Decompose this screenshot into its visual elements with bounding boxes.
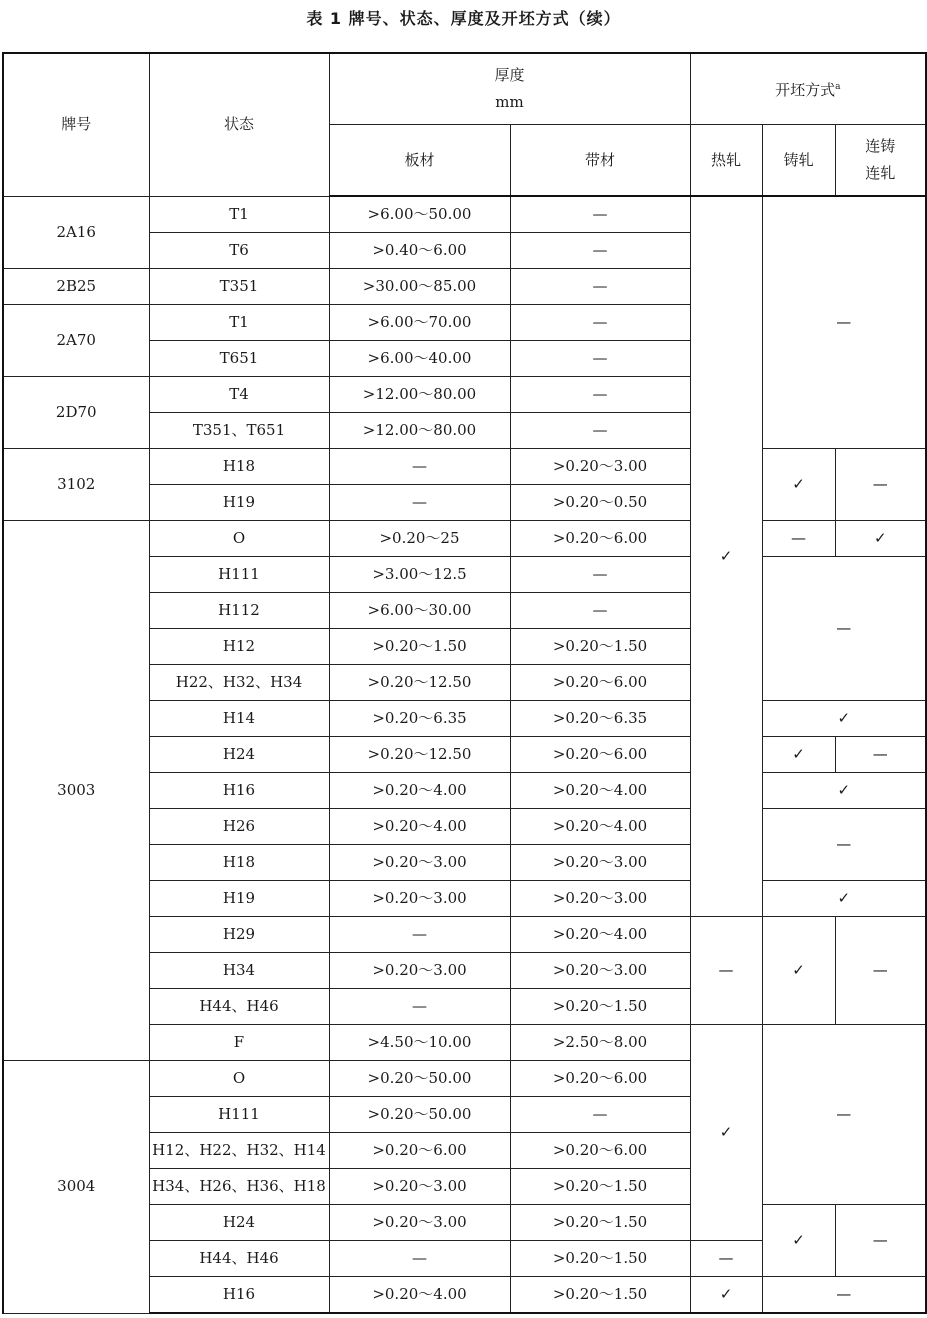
- strip-cell: —: [510, 593, 690, 629]
- grade-cell: 2D70: [3, 377, 149, 449]
- strip-cell: >0.20～4.00: [510, 917, 690, 953]
- temper-cell: T651: [149, 341, 329, 377]
- table-row: [3, 196, 926, 233]
- temper-cell: H24: [149, 737, 329, 773]
- temper-cell: T351、T651: [149, 413, 329, 449]
- strip-cell: —: [510, 341, 690, 377]
- strip-cell: —: [510, 196, 690, 233]
- temper-cell: H18: [149, 845, 329, 881]
- plate-cell: >0.20～3.00: [329, 953, 510, 989]
- temper-cell: H14: [149, 701, 329, 737]
- strip-cell: >0.20～1.50: [510, 629, 690, 665]
- temper-cell: H12: [149, 629, 329, 665]
- strip-cell: >2.50～8.00: [510, 1025, 690, 1061]
- hot-rolled-check: ✓: [690, 196, 762, 917]
- cast-rolled-dash: —: [762, 521, 835, 557]
- temper-cell: H18: [149, 449, 329, 485]
- continuous-check: ✓: [835, 521, 926, 557]
- hot-rolled-dash: —: [690, 917, 762, 1025]
- cast-continuous-dash: —: [762, 557, 926, 701]
- cast-continuous-check: ✓: [762, 773, 926, 809]
- temper-cell: H19: [149, 485, 329, 521]
- temper-cell: H16: [149, 1277, 329, 1314]
- strip-cell: >0.20～1.50: [510, 1205, 690, 1241]
- temper-cell: H44、H46: [149, 1241, 329, 1277]
- cast-continuous-check: ✓: [762, 881, 926, 917]
- strip-cell: >0.20～3.00: [510, 881, 690, 917]
- grade-cell: 3102: [3, 449, 149, 521]
- temper-cell: T4: [149, 377, 329, 413]
- strip-cell: >0.20～6.00: [510, 1133, 690, 1169]
- header-hot-rolled: 热轧: [690, 125, 762, 197]
- temper-cell: H111: [149, 557, 329, 593]
- hot-rolled-check: ✓: [690, 1277, 762, 1314]
- header-strip: 带材: [510, 125, 690, 197]
- cast-continuous-check: ✓: [762, 701, 926, 737]
- grade-cell: 3004: [3, 1061, 149, 1314]
- strip-cell: >0.20～1.50: [510, 989, 690, 1025]
- strip-cell: >0.20～4.00: [510, 773, 690, 809]
- cast-continuous-dash: —: [762, 196, 926, 449]
- cast-rolled-check: ✓: [762, 449, 835, 521]
- header-grade: 牌号: [3, 53, 149, 196]
- grade-temper-thickness-table: [2, 52, 927, 1314]
- strip-cell: >0.20～1.50: [510, 1169, 690, 1205]
- header-thickness-label: 厚度: [494, 66, 525, 84]
- header-method-footnote: a: [835, 82, 841, 92]
- plate-cell: —: [329, 449, 510, 485]
- plate-cell: —: [329, 917, 510, 953]
- header-method-label: 开坯方式: [775, 81, 836, 99]
- strip-cell: >0.20～0.50: [510, 485, 690, 521]
- cast-continuous-dash: —: [762, 809, 926, 881]
- table-row: [3, 521, 926, 557]
- temper-cell: H34、H26、H36、H18: [149, 1169, 329, 1205]
- strip-cell: —: [510, 557, 690, 593]
- cast-continuous-dash: —: [762, 1025, 926, 1205]
- header-temper: 状态: [149, 53, 329, 196]
- plate-cell: >0.20～3.00: [329, 845, 510, 881]
- header-thickness-unit: mm: [495, 93, 524, 111]
- cast-rolled-check: ✓: [762, 1205, 835, 1277]
- strip-cell: >0.20～1.50: [510, 1241, 690, 1277]
- plate-cell: >0.20～50.00: [329, 1061, 510, 1097]
- plate-cell: >0.20～12.50: [329, 737, 510, 773]
- temper-cell: H24: [149, 1205, 329, 1241]
- plate-cell: >0.20～50.00: [329, 1097, 510, 1133]
- strip-cell: —: [510, 413, 690, 449]
- plate-cell: >0.20～4.00: [329, 773, 510, 809]
- header-plate: 板材: [329, 125, 510, 197]
- hot-rolled-check: ✓: [690, 1025, 762, 1241]
- temper-cell: H19: [149, 881, 329, 917]
- cast-rolled-check: ✓: [762, 737, 835, 773]
- plate-cell: >0.20～25: [329, 521, 510, 557]
- plate-cell: >6.00～70.00: [329, 305, 510, 341]
- grade-cell: 2A16: [3, 196, 149, 269]
- header-continuous-line1: 连铸: [865, 137, 896, 155]
- header-continuous-line2: 连轧: [865, 164, 896, 182]
- continuous-dash: —: [835, 449, 926, 521]
- table-row: [3, 449, 926, 485]
- temper-cell: T1: [149, 305, 329, 341]
- grade-cell: 3003: [3, 521, 149, 1061]
- plate-cell: >0.20～6.00: [329, 1133, 510, 1169]
- header-thickness: [329, 53, 690, 125]
- strip-cell: >0.20～6.35: [510, 701, 690, 737]
- strip-cell: >0.20～6.00: [510, 665, 690, 701]
- grade-cell: 2A70: [3, 305, 149, 377]
- strip-cell: >0.20～6.00: [510, 737, 690, 773]
- continuous-dash: —: [835, 917, 926, 1025]
- strip-cell: >0.20～6.00: [510, 521, 690, 557]
- continuous-dash: —: [835, 1205, 926, 1277]
- temper-cell: T6: [149, 233, 329, 269]
- plate-cell: >6.00～40.00: [329, 341, 510, 377]
- temper-cell: H22、H32、H34: [149, 665, 329, 701]
- strip-cell: —: [510, 269, 690, 305]
- plate-cell: >0.20～3.00: [329, 1169, 510, 1205]
- header-cast-rolled: 铸轧: [762, 125, 835, 197]
- plate-cell: >0.20～3.00: [329, 881, 510, 917]
- plate-cell: —: [329, 485, 510, 521]
- plate-cell: >0.20～6.35: [329, 701, 510, 737]
- plate-cell: >6.00～30.00: [329, 593, 510, 629]
- strip-cell: >0.20～4.00: [510, 809, 690, 845]
- plate-cell: >6.00～50.00: [329, 196, 510, 233]
- plate-cell: >0.20～12.50: [329, 665, 510, 701]
- table-caption: 表 1 牌号、状态、厚度及开坯方式（续）: [306, 9, 621, 28]
- grade-cell: 2B25: [3, 269, 149, 305]
- plate-cell: >3.00～12.5: [329, 557, 510, 593]
- strip-cell: —: [510, 305, 690, 341]
- strip-cell: >0.20～3.00: [510, 845, 690, 881]
- cast-continuous-dash: —: [762, 1277, 926, 1314]
- plate-cell: >30.00～85.00: [329, 269, 510, 305]
- header-method: [690, 53, 926, 125]
- plate-cell: —: [329, 989, 510, 1025]
- plate-cell: >12.00～80.00: [329, 413, 510, 449]
- plate-cell: >0.20～3.00: [329, 1205, 510, 1241]
- plate-cell: >0.20～1.50: [329, 629, 510, 665]
- temper-cell: H26: [149, 809, 329, 845]
- plate-cell: >0.20～4.00: [329, 1277, 510, 1314]
- temper-cell: H16: [149, 773, 329, 809]
- temper-cell: H29: [149, 917, 329, 953]
- temper-cell: F: [149, 1025, 329, 1061]
- temper-cell: O: [149, 521, 329, 557]
- temper-cell: H34: [149, 953, 329, 989]
- strip-cell: >0.20～1.50: [510, 1277, 690, 1314]
- strip-cell: >0.20～3.00: [510, 449, 690, 485]
- plate-cell: >12.00～80.00: [329, 377, 510, 413]
- temper-cell: H44、H46: [149, 989, 329, 1025]
- hot-rolled-dash: —: [690, 1241, 762, 1277]
- strip-cell: —: [510, 233, 690, 269]
- cast-rolled-check: ✓: [762, 917, 835, 1025]
- strip-cell: >0.20～3.00: [510, 953, 690, 989]
- temper-cell: H112: [149, 593, 329, 629]
- plate-cell: —: [329, 1241, 510, 1277]
- temper-cell: T1: [149, 196, 329, 233]
- strip-cell: >0.20～6.00: [510, 1061, 690, 1097]
- temper-cell: H111: [149, 1097, 329, 1133]
- temper-cell: T351: [149, 269, 329, 305]
- plate-cell: >0.40～6.00: [329, 233, 510, 269]
- strip-cell: —: [510, 1097, 690, 1133]
- temper-cell: H12、H22、H32、H14: [149, 1133, 329, 1169]
- plate-cell: >4.50～10.00: [329, 1025, 510, 1061]
- plate-cell: >0.20～4.00: [329, 809, 510, 845]
- continuous-dash: —: [835, 737, 926, 773]
- header-continuous: [835, 125, 926, 197]
- strip-cell: —: [510, 377, 690, 413]
- temper-cell: O: [149, 1061, 329, 1097]
